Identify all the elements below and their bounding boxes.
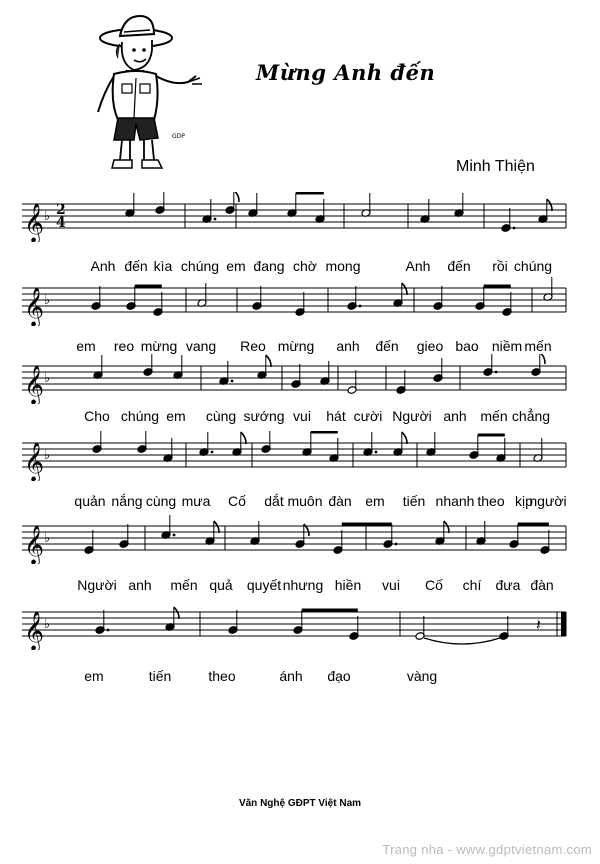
lyric-syllable: Cho [84, 408, 110, 424]
lyric-syllable: đưa [495, 577, 521, 593]
eighth-flag [444, 521, 449, 533]
flat-key-signature: ♭ [44, 531, 51, 546]
lyric-syllable: theo [208, 668, 236, 684]
lyric-syllable: mưa [181, 493, 211, 509]
lyric-line-4 [20, 493, 580, 513]
lyric-syllable: Anh [90, 258, 116, 274]
lyric-syllable: niềm [491, 338, 523, 354]
lyric-line-2 [20, 338, 580, 358]
treble-clef: 𝄞 [24, 611, 45, 650]
flat-key-signature: ♭ [44, 371, 51, 386]
staff-system-3 [0, 354, 600, 404]
treble-clef: 𝄞 [24, 525, 45, 564]
lyric-line-3 [20, 408, 580, 428]
augmentation-dot [375, 451, 378, 454]
final-barline [561, 612, 566, 636]
augmentation-dot [214, 218, 217, 221]
lyric-syllable: Người [77, 577, 117, 593]
lyric-syllable: mừng [277, 338, 315, 354]
lyric-syllable: Reo [240, 338, 266, 354]
lyric-syllable: rồi [492, 258, 508, 274]
lyric-syllable: vui [293, 408, 311, 424]
flat-key-signature: ♭ [44, 293, 51, 308]
lyric-syllable: cùng [145, 493, 177, 509]
lyric-syllable: mừng [140, 338, 178, 354]
lyric-syllable: bao [455, 338, 479, 354]
lyric-syllable: em [76, 338, 96, 354]
lyric-syllable: tiến [148, 668, 172, 684]
lyric-syllable: quản [74, 493, 106, 509]
staff-system-2 [0, 276, 600, 326]
lyric-syllable: kịp [515, 493, 533, 509]
treble-clef: 𝄞 [24, 442, 45, 481]
lyric-syllable: đàn [530, 577, 554, 593]
footer-credit: Văn Nghệ GĐPT Việt Nam [238, 798, 362, 809]
scout-boy-illustration [84, 12, 204, 174]
augmentation-dot [107, 629, 110, 632]
lyric-syllable: mến [480, 408, 508, 424]
flat-key-signature: ♭ [44, 209, 51, 224]
lyric-syllable: em [166, 408, 186, 424]
lyric-syllable: hát [326, 408, 346, 424]
composer-name: Minh Thiện [456, 158, 535, 175]
eighth-flag [214, 521, 219, 533]
svg-text:GDP: GDP [172, 133, 185, 140]
eighth-flag [241, 432, 246, 444]
lyric-syllable: nắng [111, 493, 143, 509]
lyric-syllable: em [365, 493, 385, 509]
site-watermark: Trang nha - www.gdptvietnam.com [382, 842, 592, 857]
lyric-syllable: đến [447, 258, 471, 274]
staff-system-1 [0, 192, 600, 242]
lyric-syllable: quyết [246, 577, 282, 593]
lyric-syllable: mến [170, 577, 198, 593]
flat-key-signature: ♭ [44, 448, 51, 463]
lyric-syllable: chúng [513, 258, 553, 274]
eighth-flag [402, 432, 407, 444]
treble-clef: 𝄞 [24, 287, 45, 326]
lyric-syllable: đến [124, 258, 148, 274]
eighth-flag [547, 199, 552, 211]
eighth-flag [174, 607, 179, 619]
lyric-line-6 [20, 668, 580, 688]
time-signature-bottom: 4 [56, 215, 66, 231]
lyric-syllable: chúng [120, 408, 160, 424]
treble-clef: 𝄞 [24, 365, 45, 404]
augmentation-dot [495, 371, 498, 374]
lyric-syllable: mong [325, 258, 361, 274]
lyric-syllable: đạo [327, 668, 351, 684]
lyric-syllable: gieo [416, 338, 444, 354]
song-title: Mừng Anh đến [256, 60, 436, 85]
lyric-syllable: theo [477, 493, 505, 509]
lyric-syllable: vàng [406, 668, 438, 684]
lyric-syllable: hiền [334, 577, 362, 593]
lyric-syllable: anh [336, 338, 360, 354]
augmentation-dot [359, 305, 362, 308]
lyric-syllable: người [529, 493, 567, 509]
lyric-syllable: chẳng [511, 408, 551, 424]
lyric-syllable: mến [524, 338, 552, 354]
lyric-syllable: ánh [279, 668, 303, 684]
eighth-flag [402, 283, 407, 295]
eighth-flag [234, 192, 239, 202]
augmentation-dot [173, 534, 176, 537]
lyric-syllable: chờ [293, 258, 317, 274]
lyric-syllable: em [226, 258, 246, 274]
lyric-syllable: kìa [153, 258, 173, 274]
lyric-syllable: nhanh [435, 493, 475, 509]
lyric-syllable: đang [253, 258, 285, 274]
augmentation-dot [211, 451, 214, 454]
lyric-syllable: đến [375, 338, 399, 354]
staff-system-6 [0, 600, 600, 650]
lyric-syllable: muôn [287, 493, 323, 509]
lyric-syllable: anh [128, 577, 152, 593]
lyric-syllable: vang [185, 338, 217, 354]
lyric-syllable: vui [382, 577, 400, 593]
augmentation-dot [395, 543, 398, 546]
lyric-syllable: anh [443, 408, 467, 424]
lyric-syllable: quả [209, 577, 233, 593]
lyric-syllable: Cố [425, 577, 443, 593]
lyric-syllable: chí [462, 577, 482, 593]
flat-key-signature: ♭ [44, 617, 51, 632]
time-signature-top: 2 [56, 202, 66, 218]
staff-system-4 [0, 431, 600, 481]
augmentation-dot [513, 227, 516, 230]
lyric-syllable: em [84, 668, 104, 684]
lyric-syllable: reo [113, 338, 135, 354]
lyric-line-5 [20, 577, 580, 597]
quarter-rest: 𝄽 [536, 615, 541, 634]
augmentation-dot [231, 380, 234, 383]
lyric-syllable: Anh [405, 258, 431, 274]
lyric-syllable: dắt [264, 493, 284, 509]
lyric-syllable: Người [392, 408, 432, 424]
treble-clef: 𝄞 [24, 203, 45, 242]
lyric-syllable: Cố [228, 493, 246, 509]
staff-system-5 [0, 514, 600, 564]
lyric-syllable: cười [353, 408, 383, 424]
lyric-syllable: tiến [402, 493, 426, 509]
lyric-syllable: đàn [328, 493, 352, 509]
lyric-line-1 [20, 258, 580, 278]
lyric-syllable: chúng [180, 258, 220, 274]
lyric-syllable: sướng [243, 408, 285, 424]
tie [424, 638, 500, 644]
lyric-syllable: nhưng [282, 577, 324, 593]
lyric-syllable: cùng [205, 408, 237, 424]
